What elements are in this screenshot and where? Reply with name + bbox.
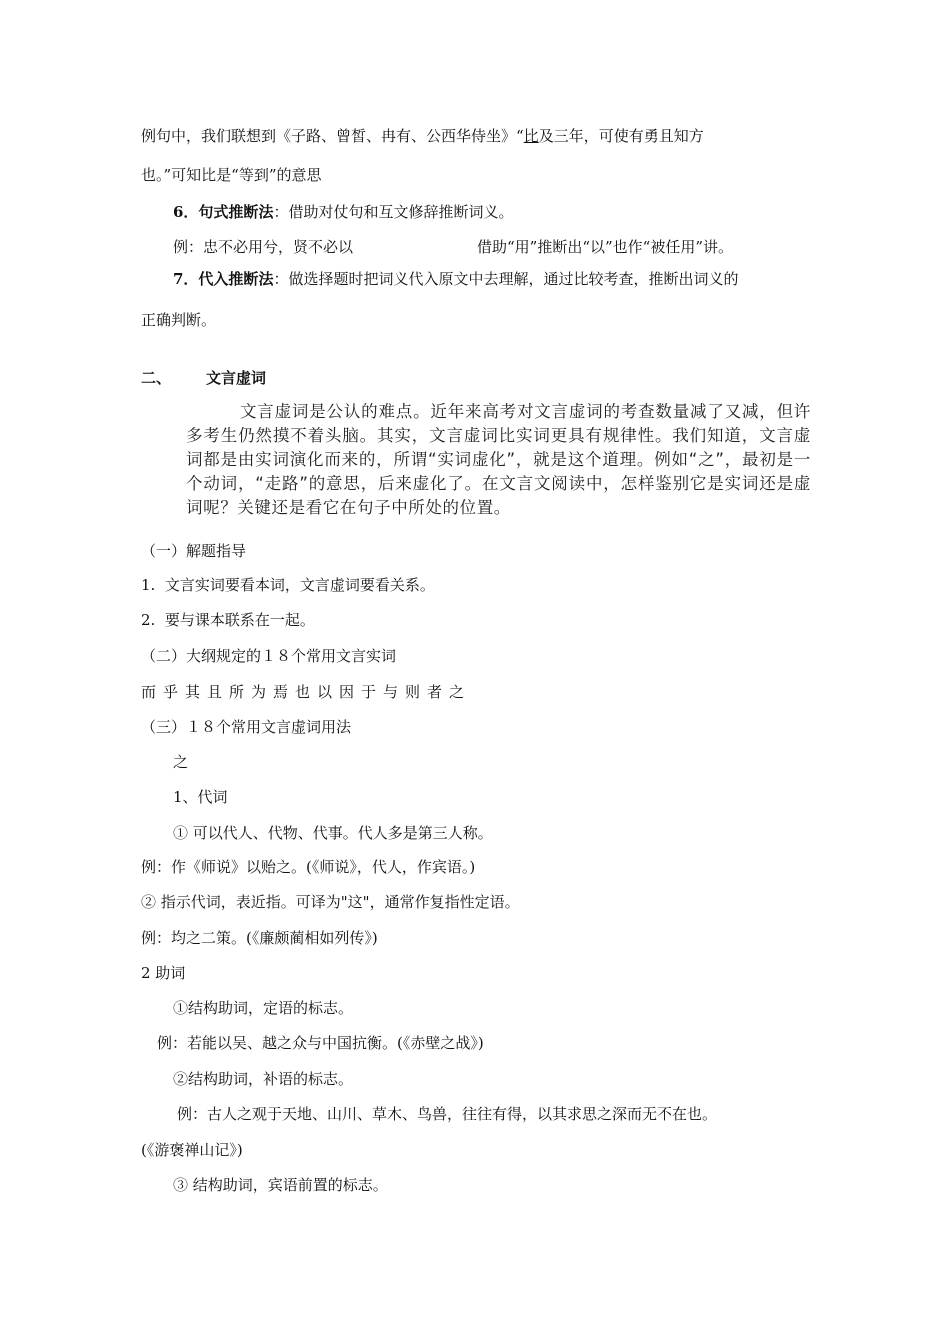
particle-usage-1: ①结构助词，定语的标志。 [173,999,354,1017]
underlined-word: 比 [523,127,539,145]
text-segment: 及三年，可使有勇且知方 [538,127,704,145]
method-7 [173,268,738,290]
subheading-1: （一）解题指导 [141,542,247,560]
particle-heading: 2 助词 [141,964,186,982]
list-item-2: 2. 要与课本联系在一起。 [141,611,315,629]
section-2-title: 文言虚词 [206,369,267,387]
section-2-number: 二、 [141,369,172,387]
particle-example-2-source: (《游褒禅山记》) [141,1141,243,1159]
pronoun-heading: 1、代词 [173,788,228,806]
example-6-note: 借助“用”推断出“以”也作“被任用”讲。 [477,238,734,256]
particle-example-2: 例：古人之观于天地、山川、草木、鸟兽，往往有得，以其求思之深而无不在也。 [177,1105,718,1123]
pronoun-usage-1: ① 可以代人、代物、代事。代人多是第三人称。 [173,824,493,842]
method-7-text: ：做选择题时把词义代入原文中去理解，通过比较考查，推断出词义的 [273,270,739,288]
particle-example-1: 例：若能以吴、越之众与中国抗衡。(《赤壁之战》) [157,1034,484,1052]
paragraph-line-1 [141,125,704,147]
paragraph-line-2: 也。”可知比是“等到”的意思 [141,166,322,184]
example-6: 例：忠不必用兮，贤不必以 [173,238,354,256]
pronoun-example-1: 例：作《师说》以贻之。(《师说》，代人，作宾语。) [141,858,476,876]
pronoun-example-2: 例：均之二策。(《廉颇蔺相如列传》) [141,929,378,947]
pronoun-usage-2: ② 指示代词，表近指。可译为"这"，通常作复指性定语。 [141,893,520,911]
subheading-2: （二）大纲规定的１８个常用文言实词 [141,647,397,665]
intro-paragraph: 文言虚词是公认的难点。近年来高考对文言虚词的考查数量减了又减，但许多考生仍然摸不着头脑。其实，文言虚词比实词更具有规律性。我们知道，文言虚词都是由实词演化而来的，所谓“实词虚化”，就是这个道理。例如“之”，最初是一个动词，“走路”的意思，后来虚化了。在文言文阅读中，怎样鉴别它是实词还是虚词呢？关键还是看它在句子中所处的位置。 [186,402,811,517]
method-6 [173,201,513,223]
method-7-continuation: 正确判断。 [141,311,217,329]
function-word-list: 而乎其且所为焉也以因于与则者之 [141,683,472,701]
particle-usage-3: ③ 结构助词，宾语前置的标志。 [173,1176,388,1194]
list-item-1: 1. 文言实词要看本词，文言虚词要看关系。 [141,576,435,594]
particle-usage-2: ②结构助词，补语的标志。 [173,1070,354,1088]
word-zhi: 之 [173,753,189,771]
method-6-label: 6．句式推断法 [173,203,274,221]
method-7-label: 7．代入推断法 [173,270,274,288]
subheading-3: （三）１８个常用文言虚词用法 [141,718,352,736]
text-segment: 例句中，我们联想到《子路、曾皙、冉有、公西华侍坐》“ [141,127,524,145]
method-6-text: ：借助对仗句和互文修辞推断词义。 [273,203,514,221]
